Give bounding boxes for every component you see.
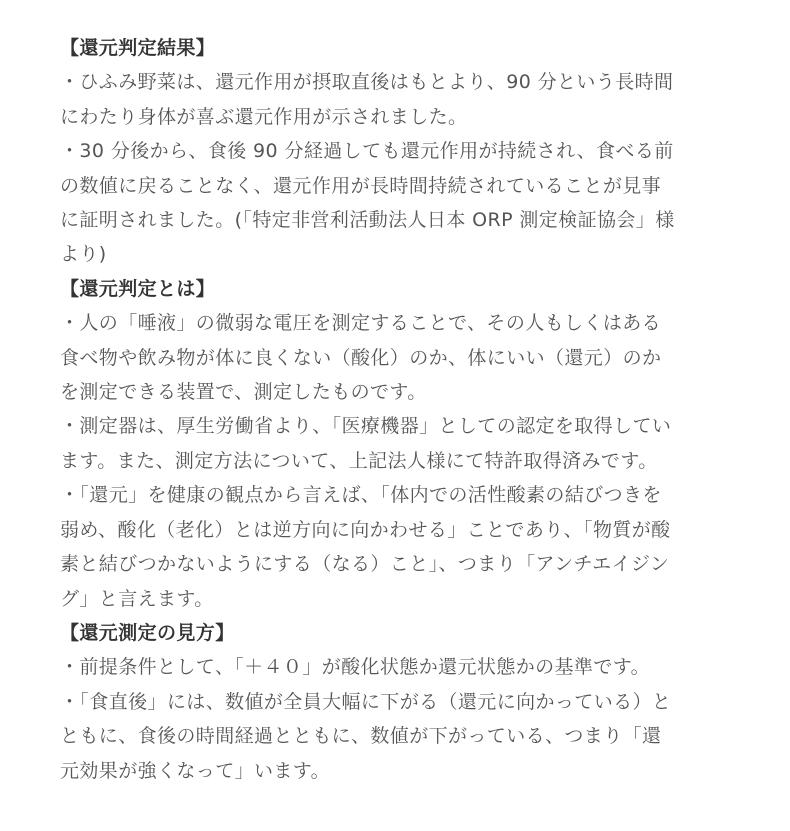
text-line: ・人の「唾液」の微弱な電圧を測定することで、その人もしくはある [60, 312, 662, 335]
text-line: 弱め、酸化（老化）とは逆方向に向かわせる」ことであり、「物質が酸 [60, 518, 671, 541]
paragraph [60, 409, 732, 478]
text-line: より) [60, 243, 107, 266]
section-heading: 【還元判定とは】 [60, 277, 216, 300]
paragraph [60, 306, 732, 409]
section-reduction-result [60, 31, 732, 272]
text-line: ともに、食後の時間経過とともに、数値が下がっている、つまり「還 [60, 725, 662, 748]
text-line: ます。また、測定方法について、上記法人様にて特許取得済みです。 [60, 449, 658, 472]
paragraph [60, 134, 732, 272]
text-line: に証明されました。(「特定非営利活動法人日本 ORP 測定検証協会」様 [60, 209, 675, 232]
paragraph [60, 650, 732, 684]
document-body [60, 31, 732, 788]
text-line: の数値に戻ることなく、還元作用が長時間持続されていることが見事 [60, 174, 662, 197]
section-how-to-read-measurement [60, 616, 732, 788]
text-line: 食べ物や飲み物が体に良くない（酸化）のか、体にいい（還元）のか [60, 346, 662, 369]
paragraph [60, 478, 732, 616]
paragraph [60, 685, 732, 788]
section-what-is-reduction-judgment [60, 272, 732, 616]
text-line: ・「食直後」には、数値が全員大幅に下がる（還元に向かっている）と [60, 690, 672, 713]
text-line: ・測定器は、厚生労働省より、「医療機器」としての認定を取得してい [60, 415, 672, 438]
text-line: ・「還元」を健康の観点から言えば、「体内での活性酸素の結びつきを [60, 484, 662, 507]
paragraph [60, 65, 732, 134]
text-line: を測定できる装置で、測定したものです。 [60, 381, 427, 404]
text-line: ・ひふみ野菜は、還元作用が摂取直後はもとより、90 分という長時間 [60, 71, 674, 94]
text-line: 元効果が強くなって」います。 [60, 759, 331, 782]
section-heading: 【還元判定結果】 [60, 37, 216, 59]
text-line: ・前提条件として、「＋４０」が酸化状態か還元状態かの基準です。 [60, 656, 651, 679]
text-line: にわたり身体が喜ぶ還元作用が示されました。 [60, 105, 468, 128]
text-line: 素と結びつかないようにする（なる）こと」、つまり「アンチエイジン [60, 553, 670, 576]
text-line: グ」と言えます。 [60, 587, 214, 610]
text-line: ・30 分後から、食後 90 分経過しても還元作用が持続され、食べる前 [60, 140, 674, 163]
section-heading: 【還元測定の見方】 [60, 621, 235, 644]
